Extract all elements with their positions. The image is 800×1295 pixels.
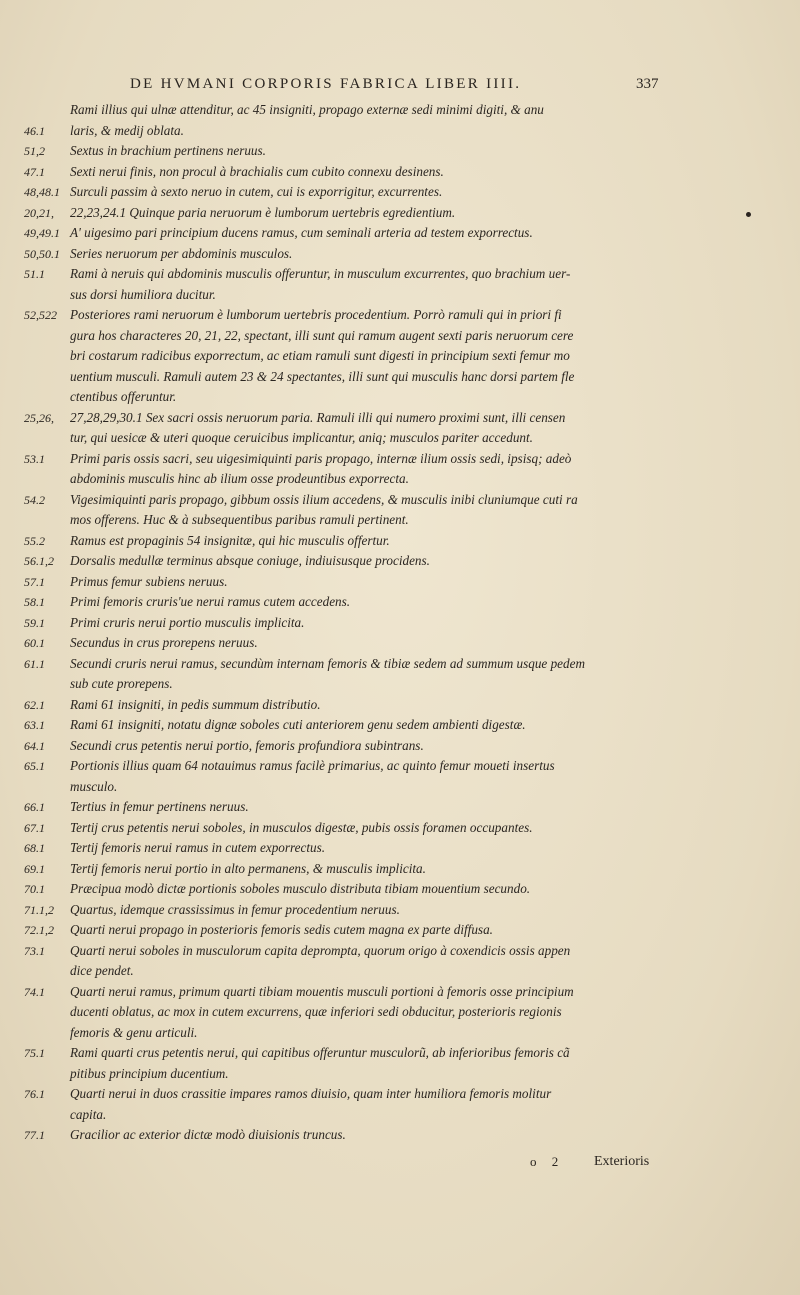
legend-entry xyxy=(0,941,800,982)
entry-reference: 53.1 xyxy=(24,451,45,466)
legend-entry xyxy=(0,182,800,203)
entry-reference: 50,50.1 xyxy=(24,246,60,261)
entry-text: A' uigesimo pari principium ducens ramus, cum seminali arteria ad testem exporrectus. xyxy=(70,225,533,240)
entry-reference: 25,26, xyxy=(24,410,54,425)
legend-entry xyxy=(0,264,800,305)
entry-reference: 58.1 xyxy=(24,595,45,609)
legend-entry xyxy=(0,797,800,818)
entry-text: Quarti nerui soboles in musculorum capita deprompta, quorum origo à coxendicis ossis appen dice pendet. xyxy=(70,942,571,978)
entry-text: Rami 61 insigniti, notatu dignæ soboles cuti anteriorem genu sedem ambienti digestæ. xyxy=(70,717,526,732)
page-header xyxy=(0,76,800,98)
entry-text: Rami 61 insigniti, in pedis summum distributio. xyxy=(70,696,321,712)
entry-reference: 59.1 xyxy=(24,615,45,630)
legend-entry xyxy=(0,244,800,265)
entry-reference: 67.1 xyxy=(24,820,45,835)
entry-text: Sextus in brachium pertinens neruus. xyxy=(70,143,266,158)
page-number: 337 xyxy=(636,76,659,92)
ink-speck xyxy=(746,212,751,217)
legend-entry xyxy=(0,879,800,900)
legend-entry xyxy=(0,982,800,1044)
entry-reference: 66.1 xyxy=(24,800,45,814)
legend-entry xyxy=(0,572,800,593)
legend-entry xyxy=(0,1043,800,1084)
entry-text: Secundi crus petentis nerui portio, femoris profundiora subintrans. xyxy=(70,737,424,753)
legend-entry xyxy=(0,900,800,921)
legend-entry xyxy=(0,736,800,757)
entry-text: Tertij crus petentis nerui soboles, in musculos digestæ, pubis ossis foramen occupantes. xyxy=(70,819,533,835)
entry-text: Surculi passim à sexto neruo in cutem, cui is exporrigitur, excurrentes. xyxy=(70,184,443,199)
entry-text: 27,28,29,30.1 Sex sacri ossis neruorum paria. Ramuli illi qui numero proximi sunt, illi censen tur, qui uesicæ & uteri quoque ceruicibus implicantur, aniq; musculos pariter accedunt. xyxy=(70,409,566,445)
legend-entry xyxy=(0,1084,800,1125)
entry-text: Rami à neruis qui abdominis musculis offeruntur, in musculum excurrentes, quo brachium uer- sus dorsi humiliora ducitur. xyxy=(70,266,571,302)
entry-text: 22,23,24.1 Quinque paria neruorum è lumborum uertebris egredientium. xyxy=(70,204,456,220)
legend-entry xyxy=(0,838,800,859)
entry-text: Præcipua modò dictæ portionis soboles musculo distributa tibiam mouentium secundo. xyxy=(70,881,531,896)
entry-reference: 51,2 xyxy=(24,144,45,158)
legend-entry xyxy=(0,408,800,449)
legend-entry xyxy=(0,141,800,162)
entry-text: Secundus in crus prorepens neruus. xyxy=(70,635,258,650)
entry-reference: 76.1 xyxy=(24,1087,45,1101)
entry-reference: 75.1 xyxy=(24,1046,45,1060)
entry-reference: 52,522 xyxy=(24,308,57,322)
entry-reference: 68.1 xyxy=(24,841,45,855)
signature-mark: o 2 xyxy=(530,1154,565,1169)
entry-reference: 77.1 xyxy=(24,1128,45,1142)
legend-entry xyxy=(0,551,800,572)
entry-reference: 64.1 xyxy=(24,738,45,753)
entry-text: Quarti nerui ramus, primum quarti tibiam mouentis musculi portioni à femoris osse principium ducenti oblatus, ac mox in cutem excurrens, quæ inferiori sedi obducitur, posterioris regionis femoris & genu articuli. xyxy=(70,983,574,1040)
entry-reference: 47.1 xyxy=(24,164,45,179)
entry-reference: 54.2 xyxy=(24,492,45,507)
entry-reference: 56.1,2 xyxy=(24,554,54,568)
legend-entries xyxy=(0,100,800,1146)
entry-reference: 65.1 xyxy=(24,759,45,773)
entry-text: Rami quarti crus petentis nerui, qui capitibus offeruntur musculorũ, ab inferioribus femoris cã pitibus principium ducentium. xyxy=(70,1045,570,1081)
entry-reference: 60.1 xyxy=(24,636,45,650)
legend-entry xyxy=(0,715,800,736)
entry-text: Primi femoris cruris'ue nerui ramus cutem accedens. xyxy=(70,594,351,609)
catchword: Exterioris xyxy=(594,1154,650,1169)
legend-entry xyxy=(0,1125,800,1146)
legend-entry xyxy=(0,490,800,531)
legend-entry xyxy=(0,203,800,224)
entry-text: Quartus, idemque crassissimus in femur procedentium neruus. xyxy=(70,901,400,917)
entry-text: Portionis illius quam 64 notauimus ramus facilè primarius, ac quinto femur moueti insertus musculo. xyxy=(70,758,555,794)
entry-reference: 70.1 xyxy=(24,882,45,896)
legend-entry xyxy=(0,613,800,634)
legend-entry xyxy=(0,818,800,839)
entry-reference: 63.1 xyxy=(24,718,45,732)
entry-text: Vigesimiquinti paris propago, gibbum ossis ilium accedens, & musculis inibi cluniumque cuti ra mos offerens. Huc & à subsequentibus paribus ramuli pertinent. xyxy=(70,491,578,527)
legend-entry xyxy=(0,920,800,941)
entry-text: Ramus est propaginis 54 insignitæ, qui hic musculis offertur. xyxy=(70,532,390,548)
entry-text: Secundi cruris nerui ramus, secundùm internam femoris & tibiæ sedem ad summum usque pedem sub cute prorepens. xyxy=(70,655,585,691)
entry-text: Primus femur subiens neruus. xyxy=(70,573,228,589)
entry-reference: 48,48.1 xyxy=(24,185,60,199)
entry-reference: 71.1,2 xyxy=(24,902,54,917)
entry-text: Gracilior ac exterior dictæ modò diuisionis truncus. xyxy=(70,1127,346,1142)
entry-text: Tertij femoris nerui portio in alto permanens, & musculis implicita. xyxy=(70,860,426,876)
legend-entry xyxy=(0,592,800,613)
legend-entry xyxy=(0,756,800,797)
entry-text: Primi paris ossis sacri, seu uigesimiquinti paris propago, internæ ilium ossis sedi, ipsisq; adeò abdominis musculis hinc ab ilium osse prodeuntibus exporrecta. xyxy=(70,450,572,486)
entry-text: Rami illius qui ulnæ attenditur, ac 45 insigniti, propago externæ sedi minimi digiti, & anu laris, & medij oblata. xyxy=(70,102,544,138)
entry-reference: 72.1,2 xyxy=(24,923,54,937)
entry-reference: 51.1 xyxy=(24,267,45,281)
running-head: DE HVMANI CORPORIS FABRICA LIBER IIII. xyxy=(130,76,522,92)
entry-reference: 62.1 xyxy=(24,697,45,712)
legend-entry xyxy=(0,859,800,880)
entry-reference: 69.1 xyxy=(24,861,45,876)
entry-text: Posteriores rami neruorum è lumborum uertebris procedentium. Porrò ramuli qui in priori fi gura hos characteres 20, 21, 22, spectant, illi sunt qui ramum augent sexti paris neruorum cere bri costarum radicibus exporrectum, ac etiam ramuli sunt digesti in principium sexti femur mo uentium musculi. Ramuli autem 23 & 24 spectantes, illi sunt qui musculis hanc dorsi partem fle ctentibus offeruntur. xyxy=(70,307,575,404)
legend-entry xyxy=(0,100,800,141)
entry-text: Series neruorum per abdominis musculos. xyxy=(70,245,293,261)
entry-reference: 46.1 xyxy=(24,123,45,138)
entry-text: Primi cruris nerui portio musculis implicita. xyxy=(70,614,305,630)
legend-entry xyxy=(0,654,800,695)
entry-reference: 20,21, xyxy=(24,205,54,220)
entry-reference: 55.2 xyxy=(24,533,45,548)
legend-entry xyxy=(0,449,800,490)
entry-text: Tertius in femur pertinens neruus. xyxy=(70,799,249,814)
legend-entry xyxy=(0,305,800,408)
entry-reference: 49,49.1 xyxy=(24,226,60,240)
entry-reference: 61.1 xyxy=(24,656,45,671)
legend-entry xyxy=(0,223,800,244)
entry-text: Quarti nerui in duos crassitie impares ramos diuisio, quam inter humiliora femoris molitur capita. xyxy=(70,1086,552,1122)
legend-entry xyxy=(0,695,800,716)
entry-reference: 57.1 xyxy=(24,574,45,589)
entry-text: Sexti nerui finis, non procul à brachialis cum cubito connexu desinens. xyxy=(70,163,444,179)
entry-text: Dorsalis medullæ terminus absque coniuge, indiuisusque procidens. xyxy=(70,553,430,568)
entry-text: Quarti nerui propago in posterioris femoris sedis cutem magna ex parte diffusa. xyxy=(70,922,493,937)
legend-entry xyxy=(0,531,800,552)
legend-entry xyxy=(0,162,800,183)
entry-reference: 73.1 xyxy=(24,943,45,958)
entry-text: Tertij femoris nerui ramus in cutem exporrectus. xyxy=(70,840,326,855)
page-footer xyxy=(0,1154,800,1174)
legend-entry xyxy=(0,633,800,654)
entry-reference: 74.1 xyxy=(24,984,45,999)
